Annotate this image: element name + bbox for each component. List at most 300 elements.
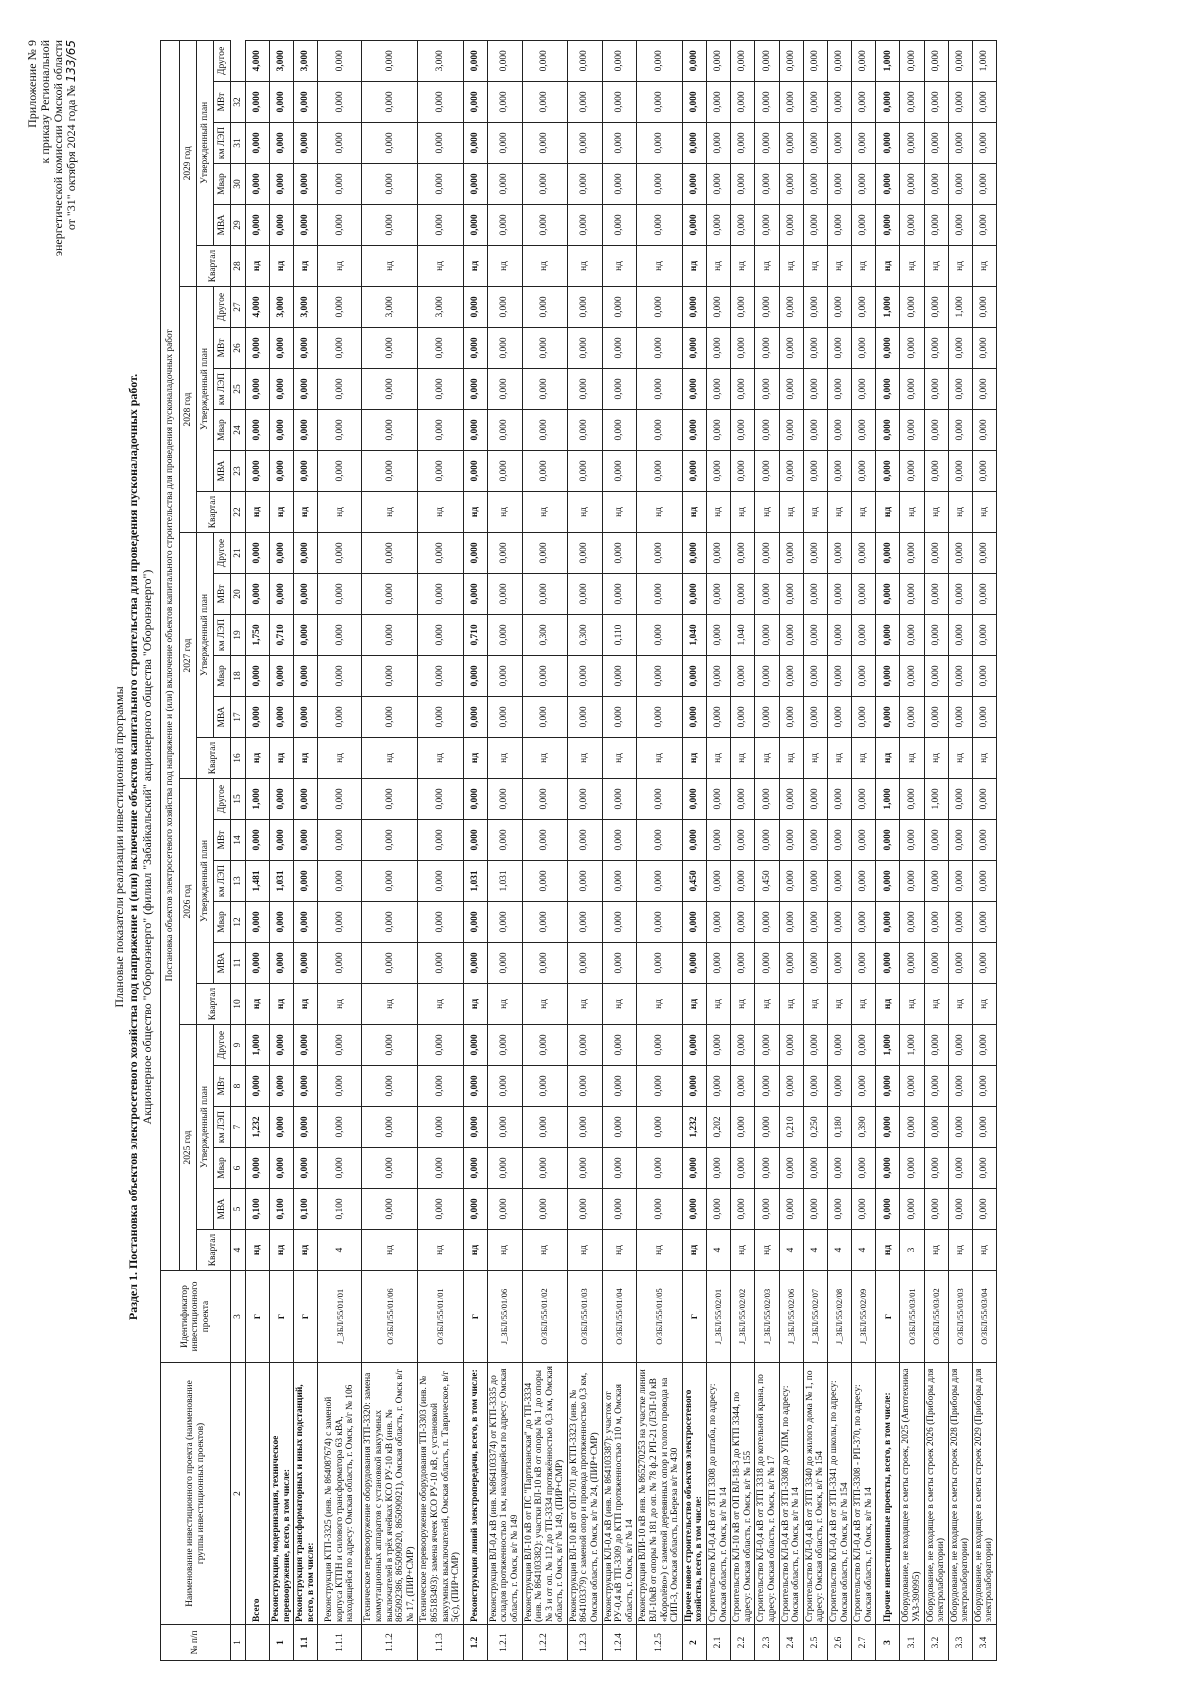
row-value: 0,000 xyxy=(637,779,682,820)
row-value: нд xyxy=(318,492,362,533)
row-value: нд xyxy=(707,984,731,1025)
header-col-number: 26 xyxy=(231,328,246,369)
row-value: 0,000 xyxy=(852,1025,876,1066)
row-value: 0,000 xyxy=(803,656,827,697)
row-value: 4 xyxy=(827,1230,851,1271)
row-value: нд xyxy=(755,738,779,779)
row-value: 0,710 xyxy=(270,615,294,656)
row-value: нд xyxy=(876,984,900,1025)
row-value: 0,000 xyxy=(900,574,924,615)
row-value: 0,000 xyxy=(602,820,637,861)
row-value: 0,000 xyxy=(827,574,851,615)
header-year: 2025 год xyxy=(180,1025,197,1271)
row-value: 0,000 xyxy=(972,1025,996,1066)
row-value: 0,000 xyxy=(246,164,270,205)
row-value: 0,000 xyxy=(827,328,851,369)
row-project-name: Реконструкция ВЛ-0,4 кВ (инв. №864103374) от КТП-3335 до складов протяженностью 1 км, находящейся по адресу: Омская область, г. Омск, в/г № 149 xyxy=(487,1363,522,1625)
approval-line-3: энергетической комиссии Омской области xyxy=(51,40,65,257)
row-value: 0,000 xyxy=(270,1066,294,1107)
row-value: 0,000 xyxy=(318,287,362,328)
row-value: 0,000 xyxy=(637,615,682,656)
row-value: 0,000 xyxy=(755,656,779,697)
row-value: 0,000 xyxy=(948,205,972,246)
row-value: 0,000 xyxy=(707,656,731,697)
row-value: 0,000 xyxy=(731,697,755,738)
row-value: 0,000 xyxy=(900,123,924,164)
row-value: нд xyxy=(318,246,362,287)
row-project-id: J_ЗБЛ/55/02/03 xyxy=(755,1271,779,1363)
row-value: 0,000 xyxy=(487,451,522,492)
row-value: 0,000 xyxy=(418,697,463,738)
table-row xyxy=(270,40,294,1660)
row-value: 1,000 xyxy=(876,1025,900,1066)
row-value: нд xyxy=(463,492,487,533)
row-value: 0,000 xyxy=(246,1148,270,1189)
row-value: 0,000 xyxy=(876,943,900,984)
row-value: 0,000 xyxy=(779,615,803,656)
row-value: 0,000 xyxy=(876,574,900,615)
row-value: 0,000 xyxy=(294,861,318,902)
row-value: нд xyxy=(779,738,803,779)
row-value: 3,000 xyxy=(294,40,318,81)
row-project-name: Реконструкция линий электропередачи, всего, в том числе: xyxy=(463,1363,487,1625)
row-value: 0,000 xyxy=(924,40,948,81)
row-value: нд xyxy=(779,984,803,1025)
header-col-number: 6 xyxy=(231,1148,246,1189)
header-col: Другое xyxy=(214,1025,231,1066)
row-value: нд xyxy=(948,984,972,1025)
row-value: 0,000 xyxy=(827,656,851,697)
row-value: нд xyxy=(637,246,682,287)
header-quarter: Квартал xyxy=(197,984,231,1025)
row-value: 1,040 xyxy=(682,615,706,656)
row-value: 0,000 xyxy=(362,697,418,738)
header-col: Другое xyxy=(214,779,231,820)
header-col-number: 30 xyxy=(231,164,246,205)
row-value: 0,000 xyxy=(707,451,731,492)
row-value: 0,000 xyxy=(803,615,827,656)
row-value: 0,000 xyxy=(487,287,522,328)
row-value: 0,000 xyxy=(522,287,567,328)
table-row xyxy=(972,40,996,1660)
row-number: 2.7 xyxy=(852,1625,876,1661)
row-value: нд xyxy=(682,738,706,779)
row-value: 0,000 xyxy=(948,451,972,492)
row-project-id: J_ЗБЛ/55/02/06 xyxy=(779,1271,803,1363)
row-value: 0,000 xyxy=(803,943,827,984)
row-project-name: Строительство КЛ-0,4 кВ от ЗТП 3318 до котельной крана, по адресу: Омская область, г. Омск, в/г № 17 xyxy=(755,1363,779,1625)
row-value: 0,000 xyxy=(755,410,779,451)
row-project-name: Строительство КЛ-0,4 кВ от ЗТП 3340 до жилого дома № 1, по адресу: Омская область, г. Омск, в/г № 154 xyxy=(803,1363,827,1625)
row-project-name: Строительство КЛ-0,4 кВ от ЗТП-3308 - РП-370, по адресу: Омская область, г. Омск, в/г № 14 xyxy=(852,1363,876,1625)
row-value: 0,000 xyxy=(522,410,567,451)
row-value: 0,000 xyxy=(294,902,318,943)
row-value: 4,000 xyxy=(246,287,270,328)
row-value: 0,000 xyxy=(948,615,972,656)
row-value: 0,000 xyxy=(682,697,706,738)
row-value: 0,000 xyxy=(463,451,487,492)
row-value: 0,000 xyxy=(682,82,706,123)
row-value: 0,000 xyxy=(779,902,803,943)
row-project-id: O/ЗБЛ/55/01/02 xyxy=(522,1271,567,1363)
row-value: 0,000 xyxy=(362,943,418,984)
row-value: 0,000 xyxy=(602,1025,637,1066)
row-value: 0,000 xyxy=(682,1025,706,1066)
row-value: 0,000 xyxy=(487,410,522,451)
row-value: 0,000 xyxy=(707,410,731,451)
row-value: 0,000 xyxy=(876,656,900,697)
row-value: 0,000 xyxy=(707,779,731,820)
row-value: нд xyxy=(707,492,731,533)
row-value: 0,000 xyxy=(522,1025,567,1066)
row-value: нд xyxy=(418,492,463,533)
header-col: МВт xyxy=(214,82,231,123)
row-value: 0,000 xyxy=(318,205,362,246)
row-value: 4 xyxy=(707,1230,731,1271)
row-value: 0,000 xyxy=(707,164,731,205)
row-value: 0,000 xyxy=(731,779,755,820)
row-value: 0,000 xyxy=(900,328,924,369)
row-value: 0,000 xyxy=(731,820,755,861)
header-col: Мвар xyxy=(214,1148,231,1189)
row-value: 0,000 xyxy=(827,533,851,574)
row-value: 0,000 xyxy=(852,40,876,81)
row-value: 0,000 xyxy=(637,287,682,328)
row-value: 0,000 xyxy=(876,1189,900,1230)
row-value: 0,000 xyxy=(682,574,706,615)
row-value: 0,000 xyxy=(602,82,637,123)
row-value: 0,000 xyxy=(948,861,972,902)
row-project-name: Реконструкция ВЛ-10 кВ от ПС "Партизанская" до ТП-3334 (инв. № 864103382): участки ВЛ-10 кВ от опоры № 1 до опоры № 3 и от оп. № 112 до ТП-3334 протяжённостью 0,3 км, Омская область, г. Омск, в/г № 149, (ПИР+СМР) xyxy=(522,1363,567,1625)
row-value: 0,000 xyxy=(682,1148,706,1189)
row-value: 0,000 xyxy=(602,902,637,943)
title-line-1: Плановые показатели реализации инвестиционной программы xyxy=(112,686,126,1008)
row-value: 0,000 xyxy=(418,1025,463,1066)
table-row xyxy=(900,40,924,1660)
row-value: нд xyxy=(948,1230,972,1271)
row-project-id: Г xyxy=(270,1271,294,1363)
header-col-number: 31 xyxy=(231,123,246,164)
row-value: 0,000 xyxy=(827,451,851,492)
row-project-name: Строительство КЛ-0,4 кВ от ЗТП-3308 до УПМ, по адресу: Омская область, г. Омск, в/г № 14 xyxy=(779,1363,803,1625)
row-value: 0,000 xyxy=(924,533,948,574)
row-value: 0,000 xyxy=(803,82,827,123)
row-number: 3.3 xyxy=(948,1625,972,1661)
row-value: 0,000 xyxy=(418,1107,463,1148)
row-project-name: Техническое перевооружение оборудования ТП-3303 (инв. № 865183493): замена ячеек КСО РУ-10 кВ, с установкой вакуумных выключателей, Омская область, п. Таврическое, в/г 5(с), (ПИР+СМР) xyxy=(418,1363,463,1625)
row-value: 0,000 xyxy=(567,861,602,902)
table-row xyxy=(924,40,948,1660)
row-value: 0,000 xyxy=(318,1148,362,1189)
row-value: 0,000 xyxy=(707,697,731,738)
row-value: нд xyxy=(852,738,876,779)
row-value: 0,000 xyxy=(707,1066,731,1107)
row-value: 1,232 xyxy=(246,1107,270,1148)
table-row xyxy=(876,40,900,1660)
row-value: 0,000 xyxy=(418,615,463,656)
row-value: 0,000 xyxy=(270,328,294,369)
row-number: 1.2 xyxy=(463,1625,487,1661)
row-value: нд xyxy=(682,984,706,1025)
row-value: 0,000 xyxy=(948,82,972,123)
row-value: 0,000 xyxy=(755,451,779,492)
row-value: 0,000 xyxy=(779,164,803,205)
row-value: 0,000 xyxy=(270,451,294,492)
row-value: 0,000 xyxy=(924,205,948,246)
row-value: 0,180 xyxy=(827,1107,851,1148)
row-value: 0,000 xyxy=(876,1066,900,1107)
row-value: 0,000 xyxy=(637,943,682,984)
row-value: нд xyxy=(318,738,362,779)
row-value: 0,000 xyxy=(637,328,682,369)
row-value: 0,000 xyxy=(522,164,567,205)
row-value: 0,000 xyxy=(755,328,779,369)
row-value: 0,000 xyxy=(682,451,706,492)
row-project-id: O/ЗБЛ/55/01/03 xyxy=(567,1271,602,1363)
row-value: 3 xyxy=(900,1230,924,1271)
row-value: 0,000 xyxy=(418,943,463,984)
row-value: 0,000 xyxy=(779,369,803,410)
row-value: 0,000 xyxy=(948,369,972,410)
row-value: 0,000 xyxy=(602,779,637,820)
table-row xyxy=(852,40,876,1660)
row-project-name: Прочее новое строительство объектов электросетевого хозяйства, всего, в том числе: xyxy=(682,1363,706,1625)
row-value: 0,000 xyxy=(487,1107,522,1148)
table-row xyxy=(418,40,463,1660)
row-number: 1.1 xyxy=(294,1625,318,1661)
row-value: 0,000 xyxy=(900,615,924,656)
row-value: 0,000 xyxy=(246,328,270,369)
approval-line-4: от "31" октября 2024 года № xyxy=(64,85,78,231)
row-value: 0,000 xyxy=(779,1025,803,1066)
row-value: 0,100 xyxy=(246,1189,270,1230)
row-value: 0,000 xyxy=(318,1107,362,1148)
row-value: 0,000 xyxy=(779,410,803,451)
row-value: 0,000 xyxy=(637,1025,682,1066)
row-value: 0,000 xyxy=(900,40,924,81)
row-value: нд xyxy=(362,492,418,533)
row-value: 0,000 xyxy=(463,164,487,205)
row-value: 0,000 xyxy=(827,820,851,861)
row-value: 0,000 xyxy=(755,615,779,656)
row-value: нд xyxy=(731,492,755,533)
row-value: 0,000 xyxy=(463,123,487,164)
row-value: нд xyxy=(463,738,487,779)
row-value: нд xyxy=(294,984,318,1025)
row-project-name: Реконструкция ВЛИ-10 кВ инв. № 865270253 на участке линии ВЛ-10кВ от опоры № 181 до оп. № 78 ф.2 РП-21 (ЛЭП-10 кВ «Королёво») с заменой деревянных опор и голого провода на СИП-3, Омская область, п.Береза в/г № 430 xyxy=(637,1363,682,1625)
row-value: 0,000 xyxy=(948,697,972,738)
header-plan: Утвержденный план xyxy=(197,533,214,738)
row-value: 0,000 xyxy=(418,574,463,615)
row-value: нд xyxy=(270,738,294,779)
row-value: 0,000 xyxy=(522,574,567,615)
row-value: 0,000 xyxy=(463,779,487,820)
row-value: 0,000 xyxy=(522,1189,567,1230)
row-value: нд xyxy=(972,738,996,779)
row-value: 0,000 xyxy=(779,861,803,902)
row-value: 4 xyxy=(779,1230,803,1271)
table-row xyxy=(602,40,637,1660)
row-value: нд xyxy=(900,492,924,533)
row-value: 0,000 xyxy=(972,1066,996,1107)
row-value: 0,000 xyxy=(731,123,755,164)
row-value: 0,000 xyxy=(246,123,270,164)
row-value: нд xyxy=(487,492,522,533)
header-num: № п/п xyxy=(161,1625,231,1661)
row-value: нд xyxy=(567,492,602,533)
row-value: 0,000 xyxy=(318,779,362,820)
header-quarter: Квартал xyxy=(197,246,231,287)
row-value: 0,000 xyxy=(522,820,567,861)
row-value: 0,000 xyxy=(755,574,779,615)
header-col: км ЛЭП xyxy=(214,123,231,164)
header-quarter: Квартал xyxy=(197,738,231,779)
row-value: 0,000 xyxy=(900,1189,924,1230)
row-value: 0,000 xyxy=(803,164,827,205)
row-number: 2.4 xyxy=(779,1625,803,1661)
row-value: 0,000 xyxy=(924,656,948,697)
row-project-name: Реконструкция КЛ-0,4 кВ (инв. № 864103387): участок от РУ-0,4 кВ ТП-3309 до КТП протяженностью 110 м, Омская область, г. Омск, в/г № 14 xyxy=(602,1363,637,1625)
row-value: 0,000 xyxy=(779,1148,803,1189)
row-value: 0,000 xyxy=(602,287,637,328)
row-number: 2.2 xyxy=(731,1625,755,1661)
row-value: 0,000 xyxy=(567,574,602,615)
row-value: 0,000 xyxy=(318,533,362,574)
row-value: 0,000 xyxy=(803,861,827,902)
row-value: нд xyxy=(876,738,900,779)
row-value: 0,000 xyxy=(972,820,996,861)
row-value: 0,000 xyxy=(972,615,996,656)
header-col-number: 28 xyxy=(231,246,246,287)
row-value: нд xyxy=(270,246,294,287)
row-value: нд xyxy=(362,246,418,287)
row-value: 0,000 xyxy=(852,861,876,902)
row-value: 0,100 xyxy=(270,1189,294,1230)
row-value: 0,000 xyxy=(270,697,294,738)
row-value: нд xyxy=(463,984,487,1025)
row-project-name: Оборудование, не входящее в сметы строек 2028 (Приборы для электролаборатории) xyxy=(948,1363,972,1625)
row-value: нд xyxy=(418,984,463,1025)
header-col-number: 19 xyxy=(231,615,246,656)
row-value: 0,000 xyxy=(948,123,972,164)
row-value: 0,000 xyxy=(246,1066,270,1107)
row-value: 1,031 xyxy=(463,861,487,902)
row-value: 0,000 xyxy=(418,861,463,902)
row-value: 0,000 xyxy=(270,82,294,123)
row-value: 0,000 xyxy=(924,902,948,943)
row-value: 0,000 xyxy=(270,902,294,943)
table-row xyxy=(294,40,318,1660)
row-value: 0,000 xyxy=(637,1189,682,1230)
row-value: 0,000 xyxy=(487,40,522,81)
row-value: 0,000 xyxy=(418,656,463,697)
row-value: 0,000 xyxy=(852,82,876,123)
row-value: 0,000 xyxy=(876,205,900,246)
row-value: нд xyxy=(827,984,851,1025)
row-value: нд xyxy=(972,492,996,533)
header-col-number: 24 xyxy=(231,410,246,451)
row-value: 0,000 xyxy=(900,820,924,861)
row-value: нд xyxy=(294,246,318,287)
approval-line-1: Приложение № 9 xyxy=(25,40,39,128)
row-value: 0,000 xyxy=(779,451,803,492)
row-value: 0,000 xyxy=(246,205,270,246)
row-value: 0,000 xyxy=(463,205,487,246)
header-col-number: 20 xyxy=(231,574,246,615)
row-value: 0,000 xyxy=(707,861,731,902)
table-row xyxy=(318,40,362,1660)
row-value: 0,000 xyxy=(294,656,318,697)
row-value: нд xyxy=(682,492,706,533)
row-value: 0,000 xyxy=(362,1025,418,1066)
row-value: 0,000 xyxy=(270,205,294,246)
row-value: 0,000 xyxy=(707,82,731,123)
row-value: 0,000 xyxy=(487,1189,522,1230)
row-value: нд xyxy=(803,246,827,287)
table-row xyxy=(246,40,270,1660)
row-value: 0,000 xyxy=(972,943,996,984)
row-value: 0,000 xyxy=(602,328,637,369)
header-col: МВт xyxy=(214,820,231,861)
row-value: 0,210 xyxy=(779,1107,803,1148)
row-number: 1.2.2 xyxy=(522,1625,567,1661)
row-value: нд xyxy=(876,246,900,287)
row-value: 0,250 xyxy=(803,1107,827,1148)
row-value: 1,040 xyxy=(731,615,755,656)
row-value: 0,000 xyxy=(731,902,755,943)
row-value: 0,000 xyxy=(362,656,418,697)
row-value: 0,000 xyxy=(246,451,270,492)
row-value: 4,000 xyxy=(246,40,270,81)
row-value: нд xyxy=(270,492,294,533)
row-value: 0,000 xyxy=(602,205,637,246)
row-value: 0,000 xyxy=(779,943,803,984)
row-value: 0,000 xyxy=(522,205,567,246)
row-value: 0,000 xyxy=(779,779,803,820)
row-number: 2.1 xyxy=(707,1625,731,1661)
row-value: нд xyxy=(900,984,924,1025)
row-value: 1,000 xyxy=(876,287,900,328)
row-value: 0,000 xyxy=(567,369,602,410)
row-value: 0,000 xyxy=(707,40,731,81)
row-value: 0,000 xyxy=(463,82,487,123)
header-plan: Утвержденный план xyxy=(197,779,214,984)
row-value: 0,000 xyxy=(637,205,682,246)
row-value: 0,000 xyxy=(803,1066,827,1107)
row-value: нд xyxy=(900,246,924,287)
row-value: нд xyxy=(567,738,602,779)
row-value: 0,000 xyxy=(487,656,522,697)
row-value: 0,000 xyxy=(487,533,522,574)
row-value: 0,000 xyxy=(567,820,602,861)
row-value: 0,000 xyxy=(362,451,418,492)
row-project-name: Строительство КЛ-0,4 кВ от ЗТП-3341 до школы, по адресу: Омская область, г. Омск, в/г № 154 xyxy=(827,1363,851,1625)
row-value: 0,000 xyxy=(602,1189,637,1230)
table-row xyxy=(755,40,779,1660)
row-project-id: J_ЗБЛ/55/02/08 xyxy=(827,1271,851,1363)
row-project-name: Техническое перевооружение оборудования ЗТП-3320: замена коммутационных аппаратов с установкой вакуумных выключателей в трёх ячейках КСО РУ-10 кВ (инв. № 865092386, 865090920, 865090921), Омская область, г. Омск в/г № 17, (ПИР+СМР) xyxy=(362,1363,418,1625)
row-value: 0,000 xyxy=(852,943,876,984)
row-value: 0,000 xyxy=(827,1025,851,1066)
table-row xyxy=(707,40,731,1660)
row-value: нд xyxy=(755,984,779,1025)
row-value: нд xyxy=(827,246,851,287)
row-value: 0,000 xyxy=(972,1148,996,1189)
row-value: 0,000 xyxy=(682,943,706,984)
row-value: 4 xyxy=(803,1230,827,1271)
row-project-id: O/ЗБЛ/55/03/04 xyxy=(972,1271,996,1363)
row-value: 0,000 xyxy=(463,369,487,410)
